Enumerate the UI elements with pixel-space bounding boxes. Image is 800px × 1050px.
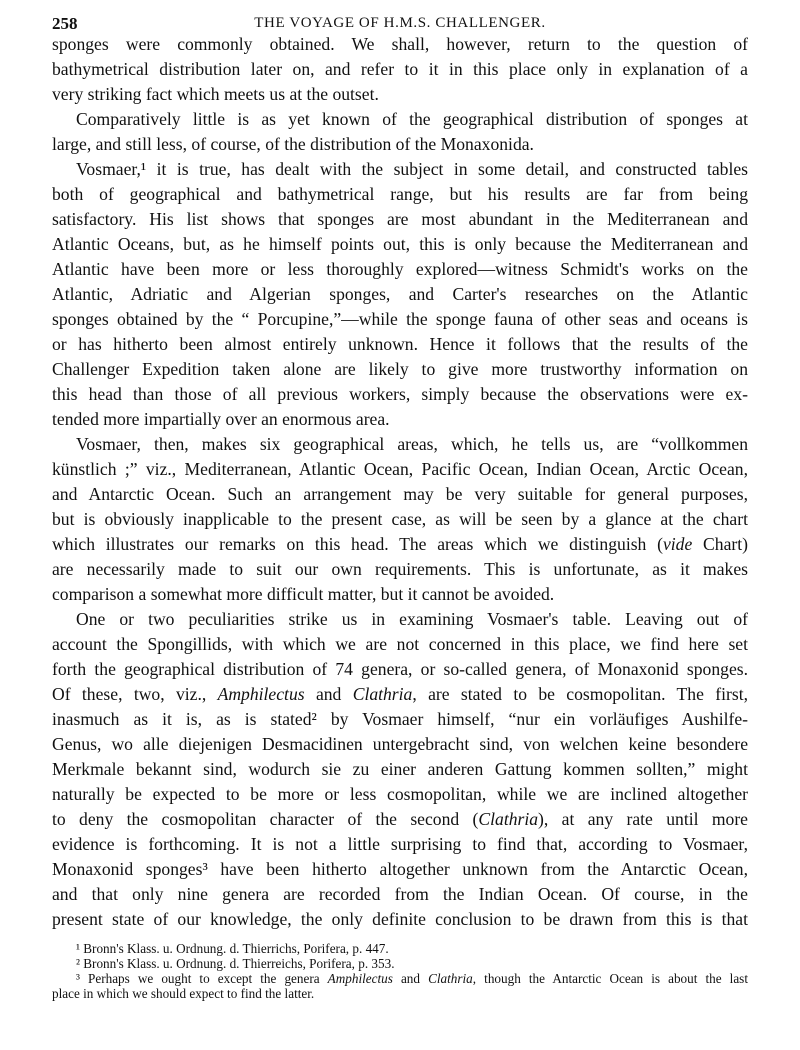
text-line [52, 507, 748, 532]
text-run: forth the geographical distribution of 74 genera, or so-called genera, of Monaxonid sponges. [52, 659, 748, 679]
text-line [52, 407, 748, 432]
text-line [52, 207, 748, 232]
text-run: Vosmaer,¹ it is true, has dealt with the subject in some detail, and constructed tables [76, 159, 748, 179]
paragraph [52, 107, 748, 157]
text-line [52, 707, 748, 732]
italic-text: Clathria [352, 684, 413, 704]
text-run: and Antarctic Ocean. Such an arrangement may be very suitable for general purposes, [52, 484, 748, 504]
text-run: , are stated to be cosmopolitan. The first, [412, 684, 748, 704]
text-run: ² Bronn's Klass. u. Ordnung. d. Thierreichs, Porifera, p. 353. [76, 956, 395, 971]
running-title: THE VOYAGE OF H.M.S. CHALLENGER. [254, 15, 546, 31]
text-run: this head than those of all previous workers, simply because the observations were ex- [52, 384, 748, 404]
italic-text: vide [662, 534, 693, 554]
text-line [52, 582, 748, 607]
text-run: and [392, 971, 429, 986]
text-run: place in which we should expect to find the latter. [52, 986, 315, 1001]
paragraph [52, 157, 748, 432]
text-line [52, 782, 748, 807]
text-line [52, 257, 748, 282]
page-number: 258 [52, 14, 78, 33]
text-run: Atlantic Oceans, but, as he himself points out, this is only because the Mediterranean and [52, 234, 748, 254]
text-line [52, 956, 748, 971]
text-run: One or two peculiarities strike us in examining Vosmaer's table. Leaving out of [76, 609, 748, 629]
text-run: or has hitherto been almost entirely unknown. Hence it follows that the results of the [52, 334, 748, 354]
text-run: ³ Perhaps we ought to except the genera [76, 971, 328, 986]
text-line [52, 357, 748, 382]
text-line [52, 182, 748, 207]
paragraph [52, 432, 748, 607]
text-run: evidence is forthcoming. It is not a little surprising to find that, according to Vosmaer, [52, 834, 748, 854]
paragraph [52, 607, 748, 932]
text-line [52, 57, 748, 82]
text-line [52, 482, 748, 507]
text-run: Comparatively little is as yet known of the geographical distribution of sponges at [76, 109, 748, 129]
text-run: very striking fact which meets us at the outset. [52, 84, 379, 104]
text-run: and that only nine genera are recorded from the Indian Ocean. Of course, in the [52, 884, 748, 904]
text-run: present state of our knowledge, the only definite conclusion to be drawn from this is that [52, 909, 748, 929]
text-line [52, 282, 748, 307]
text-run: large, and still less, of course, of the distribution of the Monaxonida. [52, 134, 534, 154]
italic-text: Amphilectus [327, 971, 393, 986]
text-line [52, 232, 748, 257]
text-line [52, 986, 748, 1001]
text-line [52, 307, 748, 332]
text-line [52, 607, 748, 632]
text-run: Chart) [692, 534, 748, 554]
text-run: tended more impartially over an enormous area. [52, 409, 390, 429]
text-run: sponges were commonly obtained. We shall, however, return to the question of [52, 34, 748, 54]
text-run: ), at any rate until more [538, 809, 748, 829]
text-run: to deny the cosmopolitan character of the second ( [52, 809, 479, 829]
text-line [52, 907, 748, 932]
italic-text: Amphilectus [217, 684, 305, 704]
text-run: künstlich ;” viz., Mediterranean, Atlantic Ocean, Pacific Ocean, Indian Ocean, Arctic Ocean, [52, 459, 748, 479]
text-line [52, 132, 748, 157]
footnote [52, 956, 748, 971]
text-line [52, 757, 748, 782]
text-line [52, 157, 748, 182]
text-line [52, 971, 748, 986]
text-line [52, 532, 748, 557]
text-run: are necessarily made to suit our own requirements. This is unfortunate, as it makes [52, 559, 748, 579]
text-run: and [304, 684, 353, 704]
text-line [52, 732, 748, 757]
text-line [52, 557, 748, 582]
text-run: Atlantic have been more or less thoroughly explored—witness Schmidt's works on the [52, 259, 748, 279]
text-line [52, 657, 748, 682]
text-run: comparison a somewhat more difficult matter, but it cannot be avoided. [52, 584, 555, 604]
footnote [52, 941, 748, 956]
paragraph [52, 32, 748, 107]
footnotes [52, 941, 748, 1001]
text-line [52, 632, 748, 657]
text-run: Merkmale bekannt sind, wodurch sie zu einer anderen Gattung kommen sollten,” might [52, 759, 748, 779]
text-line [52, 682, 748, 707]
text-line [52, 457, 748, 482]
text-run: sponges obtained by the “ Porcupine,”—while the sponge fauna of other seas and oceans is [52, 309, 748, 329]
text-run: Monaxonid sponges³ have been hitherto altogether unknown from the Antarctic Ocean, [52, 859, 748, 879]
text-run: which illustrates our remarks on this head. The areas which we distinguish ( [52, 534, 663, 554]
text-line [52, 432, 748, 457]
text-run: Atlantic, Adriatic and Algerian sponges, and Carter's researches on the Atlantic [52, 284, 748, 304]
text-line [52, 107, 748, 132]
text-line [52, 857, 748, 882]
italic-text: Clathria [478, 809, 539, 829]
text-line [52, 807, 748, 832]
text-run: Challenger Expedition taken alone are likely to give more trustworthy information on [52, 359, 748, 379]
footnote [52, 971, 748, 1001]
text-run: naturally be expected to be more or less cosmopolitan, while we are inclined altogether [52, 784, 748, 804]
body-text [52, 32, 748, 932]
text-run: but is obviously inapplicable to the present case, as will be seen by a glance at the chart [52, 509, 748, 529]
text-run: both of geographical and bathymetrical range, but his results are far from being [52, 184, 748, 204]
text-line [52, 382, 748, 407]
text-line [52, 82, 748, 107]
text-run: , though the Antarctic Ocean is about the last [472, 971, 748, 986]
text-run: account the Spongillids, with which we are not concerned in this place, we find here set [52, 634, 748, 654]
text-line [52, 32, 748, 57]
text-run: inasmuch as it is, as is stated² by Vosmaer himself, “nur ein vorläufiges Aushilfe- [52, 709, 748, 729]
text-run: satisfactory. His list shows that sponges are most abundant in the Mediterranean and [52, 209, 748, 229]
text-line [52, 832, 748, 857]
italic-text: Clathria [428, 971, 473, 986]
text-line [52, 941, 748, 956]
text-line [52, 882, 748, 907]
text-run: Genus, wo alle diejenigen Desmacidinen untergebracht sind, von welchen keine besondere [52, 734, 748, 754]
text-run: Vosmaer, then, makes six geographical areas, which, he tells us, are “vollkommen [76, 434, 748, 454]
text-run: bathymetrical distribution later on, and refer to it in this place only in explanation of a [52, 59, 748, 79]
text-run: Of these, two, viz., [52, 684, 218, 704]
text-line [52, 332, 748, 357]
text-run: ¹ Bronn's Klass. u. Ordnung. d. Thierrichs, Porifera, p. 447. [76, 941, 389, 956]
